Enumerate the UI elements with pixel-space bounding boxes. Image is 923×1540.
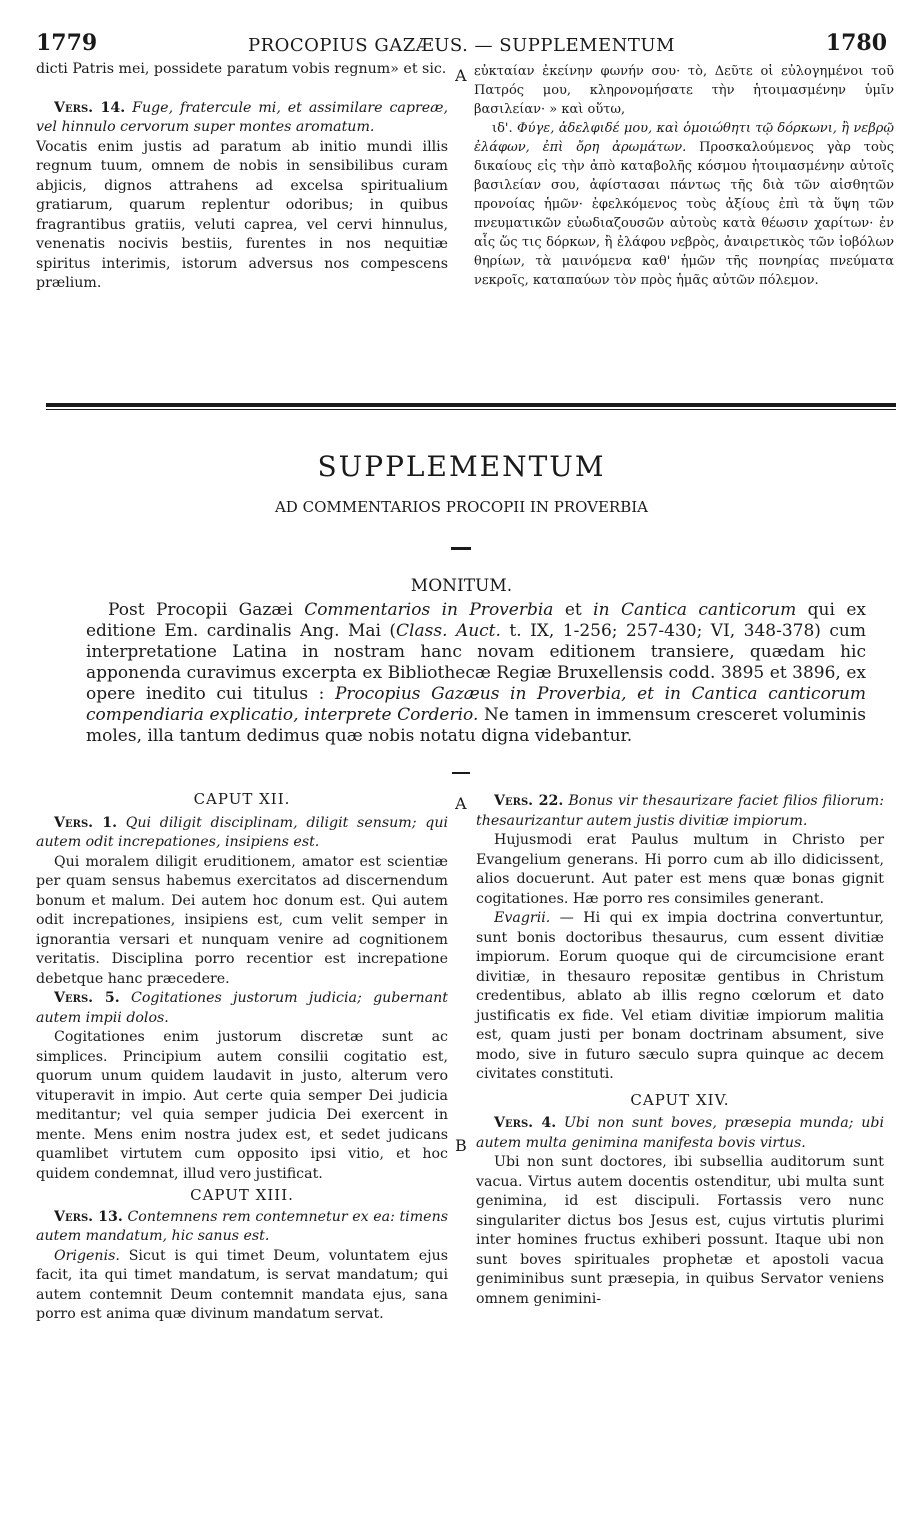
commentary-paragraph: Cogitationes enim justorum discretæ sunt ac simplices. Principium autem consilii cogitatio est, quorum unum quidem laudavit in justo, alterum vero vituperavit in impio. Aut certe quia semper Dei judicia meditantur; vel quia semper judicia Dei exercent in mente. Mens enim nostra judex est, et sedet judicans quamlibet virtutem cum opposito ipsi vitio, et hoc quidem condemnat, illud vero justificat.: [36, 1029, 448, 1182]
verse-label: Vers. 1.: [54, 814, 118, 831]
lower-left-column: [36, 790, 448, 1325]
vers-5-paragraph: [36, 989, 448, 1028]
verse-label: Vers. 14.: [54, 99, 126, 116]
evagrii-paragraph: [476, 909, 884, 1085]
top-left-column: [36, 60, 448, 294]
lower-right-column: [476, 792, 884, 1309]
origen-text: Sicut is qui timet Deum, voluntatem ejus facit, ita qui timet mandatum, is servat mandatum; qui autem contemnit Deum contemnit mandata ejus, sana porro est anima quæ divinum mandatum servat.: [36, 1247, 448, 1322]
verse-text: Ubi non sunt boves, præsepia munda; ubi autem multa genimina manifesta bovis virtus.: [476, 1115, 885, 1151]
source-origen: Origenis.: [54, 1247, 120, 1264]
vers-22-paragraph: [476, 792, 884, 831]
greek-verse-ref: ιδ'.: [492, 121, 513, 136]
vers-4-paragraph: [476, 1114, 884, 1153]
left-page-number: 1779: [36, 30, 98, 56]
verse-text: Qui diligit disciplinam, diligit sensum; qui autem odit increpationes, insipiens est.: [36, 814, 448, 850]
latin-continuation: dicti Patris mei, possidete paratum vobis regnum» et sic.: [36, 61, 447, 77]
greek-verse-paragraph: [474, 119, 894, 290]
verse-text: Fuge, fratercule mi, et assimilare capreæ, vel hinnulo cervorum super montes aromatum.: [36, 99, 448, 135]
supplement-subtitle: AD COMMENTARIOS PROCOPII IN PROVERBIA: [274, 498, 649, 516]
monitum-title-proverbia: Commentarios in Proverbia: [304, 600, 554, 620]
caput-xiii-heading: CAPUT XIII.: [190, 1186, 294, 1204]
monitum-title-cantica: in Cantica canticorum: [593, 600, 797, 620]
margin-marker-b: B: [455, 1136, 467, 1155]
evagrii-text: — Hi qui ex impia doctrina convertuntur, sunt bonis doctoribus thesaurus, cum essent divitiæ impiorum. Eorum quoque qui de circumcisione erant divitiæ, in thesauro repositæ gentibus in Christum credentibus, ablato ab illis regno cœlorum et dato justificatis ex fide. Vel etiam divitiæ impiorum malitia est, quam justi per bonam doctrinam absument, sive modo, sive in futuro sæculo supra quinque ac decem civitates constituti.: [476, 910, 884, 1082]
monitum-dash: [452, 772, 470, 774]
vers-13-paragraph: [36, 1208, 448, 1247]
section-divider: [46, 403, 896, 410]
monitum-text-2: et: [553, 600, 594, 620]
monitum-class-auct: Class. Auct.: [396, 621, 501, 641]
latin-commentary: Vocatis enim justis ad paratum ab initio mundi illis regnum tuum, omnem de nobis in sensibilibus curam abjicis, dignos attrahens ad excelsa spiritualium gratiarum, quarum replentur odoribus; in quibus fragrantibus gratiis, veluti caprea, vel cervi hinnulus, venenatis nocivis bestiis, furentes in nos nequitiæ spiritus interimis, istorum adversus nos compescens prælium.: [36, 138, 448, 291]
verse-label: Vers. 13.: [54, 1208, 123, 1225]
vers-1-paragraph: [36, 814, 448, 853]
running-title: PROCOPIUS GAZÆUS. — SUPPLEMENTUM: [247, 35, 676, 56]
top-right-column: [474, 62, 894, 290]
commentary-paragraph: Hujusmodi erat Paulus multum in Christo per Evangelium generans. Hi porro cum ab illo didicissent, alios docuerunt. Aut pater est mens quæ bonas gignit cogitationes. Hæ porro res consimiles generant.: [476, 832, 884, 907]
vers-14-paragraph: [36, 99, 448, 138]
verse-text: Cogitationes justorum judicia; gubernant autem impii dolos.: [36, 990, 448, 1026]
greek-continuation: εὐκταίαν ἐκείνην φωνήν σου· τὸ, Δεῦτε οἱ εὐλογημένοι τοῦ Πατρός μου, κληρονομήσατε τὴν ἡτοιμασμένην ὑμῖν βασιλείαν· » καὶ οὕτω,: [474, 64, 894, 117]
verse-label: Vers. 22.: [494, 793, 564, 809]
verse-label: Vers. 5.: [54, 990, 120, 1006]
verse-text: Bonus vir thesaurizare faciet filios filiorum: thesaurizantur autem justis divitiæ impiorum.: [476, 793, 884, 829]
monitum-title: MONITUM.: [410, 576, 513, 596]
caput-xii-heading: CAPUT XII.: [193, 790, 291, 808]
monitum-work-title: Procopius Gazæus in Proverbia, et in Cantica canticorum compendiaria explicatio, interprete Corderio.: [86, 684, 866, 725]
source-evagrii: Evagrii.: [494, 910, 551, 926]
monitum-text-1: Post Procopii Gazæi: [108, 600, 305, 620]
origen-paragraph: [36, 1247, 448, 1325]
monitum-text-5: Ne tamen in immensum cresceret voluminis moles, illa tantum dedimus quæ nobis notatu digna videbantur.: [86, 705, 866, 746]
verse-text: Contemnens rem contemnetur ex ea: timens autem mandatum, hic sanus est.: [36, 1208, 448, 1244]
verse-label: Vers. 4.: [494, 1115, 557, 1131]
commentary-paragraph: Qui moralem diligit eruditionem, amator est scientiæ per quam sensus habemus exercitatos ad discernendum bonum et malum. Dei autem hoc donum est. Qui autem odit increpationes, insipiens est, cum velit semper in ignorantia versari et nunquam venire ad cognitionem veritatis. Disciplina porro recentior est increpatione debetque hanc præcedere.: [36, 853, 448, 987]
supplement-title: SUPPLEMENTUM: [317, 450, 606, 483]
greek-commentary: Προσκαλούμενος γὰρ τοὺς δικαίους εἰς τὴν ἀπὸ καταβολῆς κόσμου ἡτοιμασμένην αὐτοῖς βασιλείαν σου, ἀφίστασαι πάντως τῆς διὰ τῶν αἰσθητῶν προνοίας ἡμῶν· ἐφελκόμενος τοὺς ἀξίους ἐπὶ τὰ ὕψη τῶν πνευματικῶν εὐωδιαζουσῶν αὐτοὺς κατὰ θέωσιν χαρίτων· ἐν αἷς ὥς τις δόρκων, ἢ ἐλάφου νεβρὸς, ἀναιρετικὸς τῶν ἰοβόλων θηρίων, τὰ μαινόμενα καθ' ἡμῶν τῆς πονηρίας πνεύματα νεκροῖς, καταπαύων τὸν πρὸς ἡμᾶς αὐτῶν πόλεμον.: [474, 140, 894, 288]
right-page-number: 1780: [825, 30, 887, 56]
caput-xiv-heading: CAPUT XIV.: [630, 1090, 730, 1109]
monitum-text-4: t. IX, 1-256; 257-430; VI, 348-378) cum interpretatione Latina in nostram hanc novam editionem transiere, quædam hic apponenda curavimus excerpta ex Bibliothecæ Regiæ Bruxellensis codd. 3895 et 3896, ex opere inedito cui titulus :: [86, 621, 866, 704]
margin-marker-a-top: A: [455, 66, 467, 85]
margin-marker-a-mid: A: [455, 794, 467, 813]
commentary-paragraph: Ubi non sunt doctores, ibi subsellia auditorum sunt vacua. Virtus autem docentis ostenditur, ubi multa sunt genimina, id est discipuli. Fortassis vero nunc singulariter dictus bos Jesus est, cujus virtutis plurimi inter homines fructus exhiberi possunt. Itaque ubi non sunt boves spirituales prophetæ et apostoli vacua geniminibus sunt præsepia, in quibus Servator veniens omnem genimini-: [476, 1154, 884, 1307]
monitum-text-3: qui ex editione Em. cardinalis Ang. Mai (: [86, 600, 866, 641]
monitum-paragraph: [86, 600, 866, 747]
greek-verse-text: Φύγε, ἀδελφιδέ μου, καὶ ὁμοιώθητι τῷ δόρκωνι, ἢ νεβρῷ ἐλάφων, ἐπὶ ὄρη ἀρωμάτων.: [474, 121, 894, 155]
title-dash: [451, 547, 471, 550]
